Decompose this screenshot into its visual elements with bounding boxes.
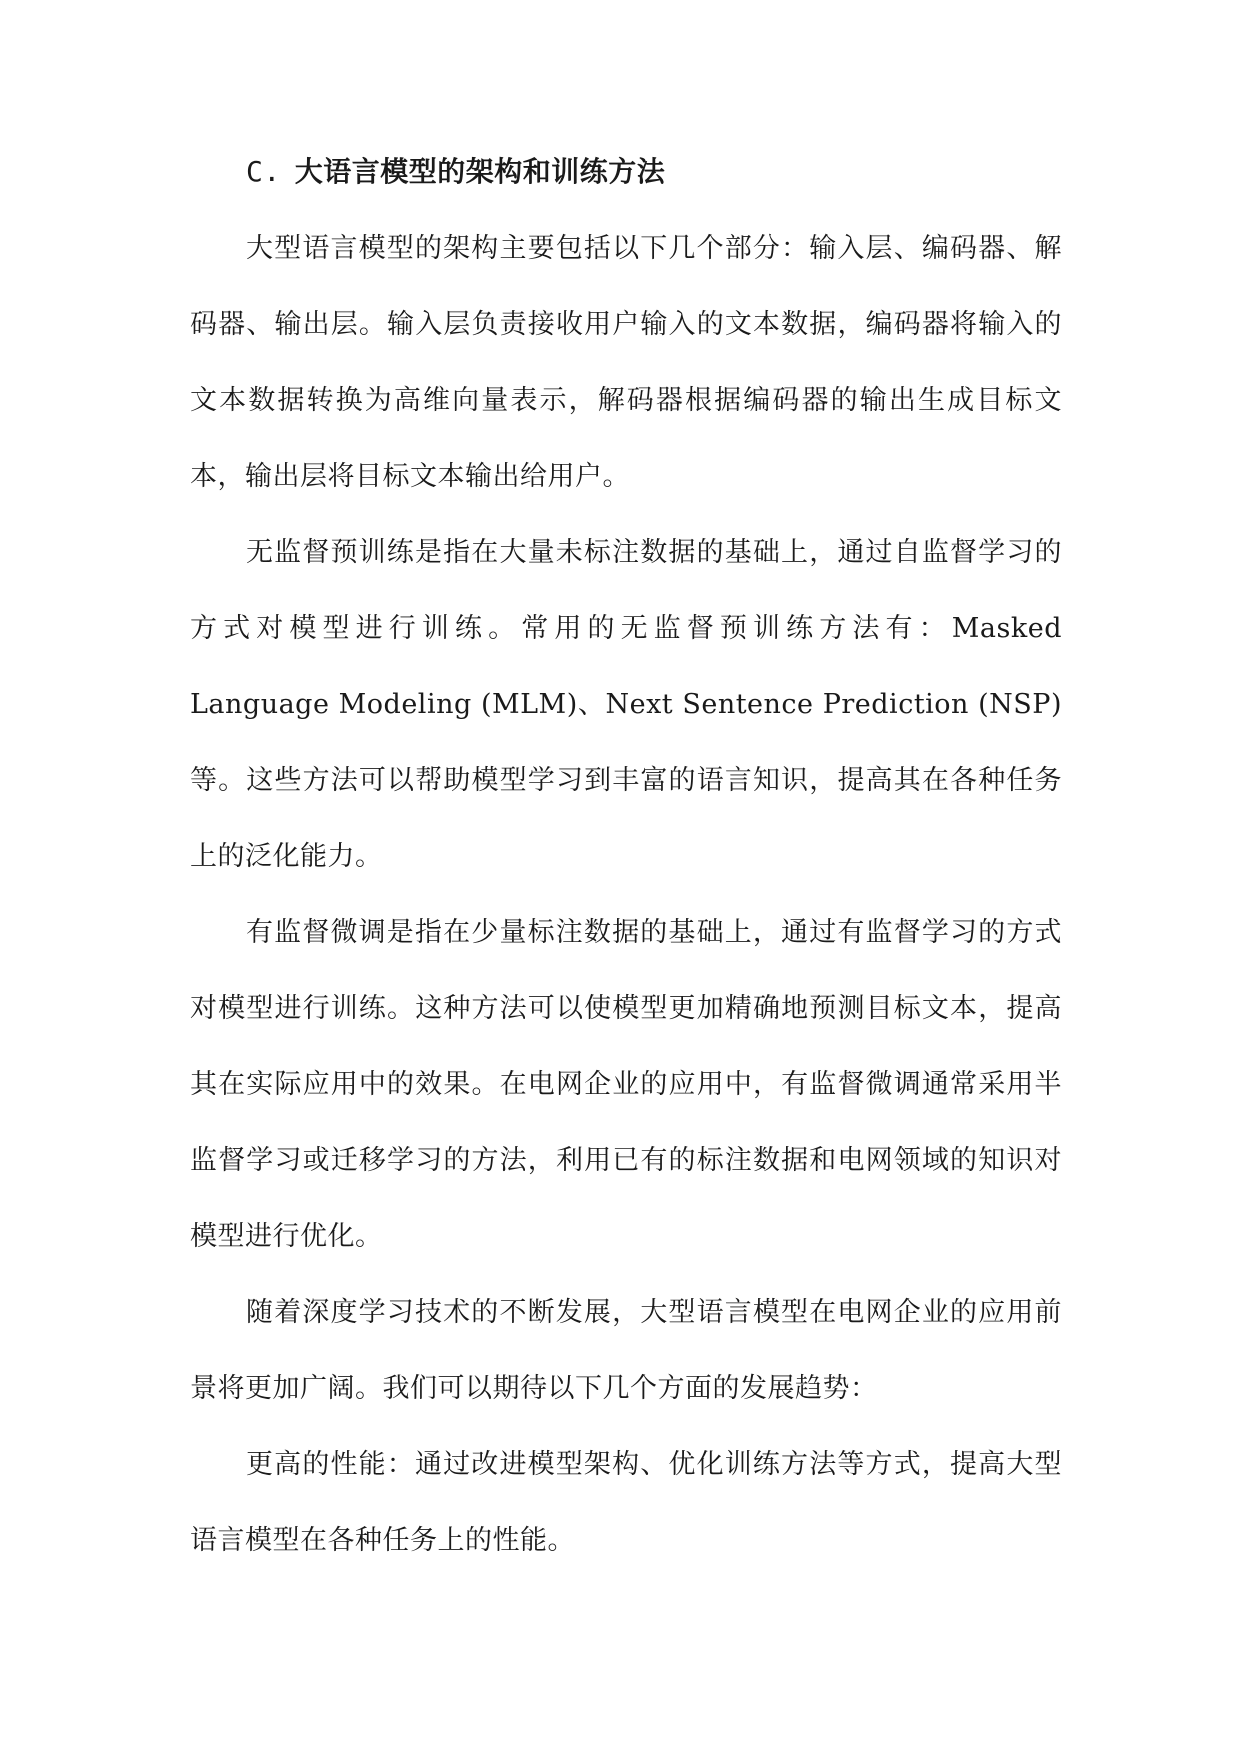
paragraph-higher-performance: 更高的性能：通过改进模型架构、优化训练方法等方式，提高大型语言模型在各种任务上的性能。 — [190, 1449, 1062, 1556]
paragraph-architecture: 大型语言模型的架构主要包括以下几个部分：输入层、编码器、解码器、输出层。输入层负责接收用户输入的文本数据，编码器将输入的文本数据转换为高维向量表示，解码器根据编码器的输出生成目标文本，输出层将目标文本输出给用户。 — [190, 233, 1062, 492]
section-label: C. — [246, 155, 281, 188]
paragraph-unsupervised-pretraining: 无监督预训练是指在大量未标注数据的基础上，通过自监督学习的方式对模型进行训练。常用的无监督预训练方法有：Masked Language Modeling (MLM)、Next Sentence Prediction (NSP)等。这些方法可以帮助模型学习到丰富的语言知识，提高其在各种任务上的泛化能力。 — [190, 537, 1062, 872]
paragraph-future-trends: 随着深度学习技术的不断发展，大型语言模型在电网企业的应用前景将更加广阔。我们可以期待以下几个方面的发展趋势： — [190, 1297, 1062, 1404]
paragraph-supervised-finetuning: 有监督微调是指在少量标注数据的基础上，通过有监督学习的方式对模型进行训练。这种方法可以使模型更加精确地预测目标文本，提高其在实际应用中的效果。在电网企业的应用中，有监督微调通常采用半监督学习或迁移学习的方法，利用已有的标注数据和电网领域的知识对模型进行优化。 — [190, 917, 1062, 1252]
section-title: 大语言模型的架构和训练方法 — [294, 155, 666, 188]
section-heading — [246, 148, 665, 196]
